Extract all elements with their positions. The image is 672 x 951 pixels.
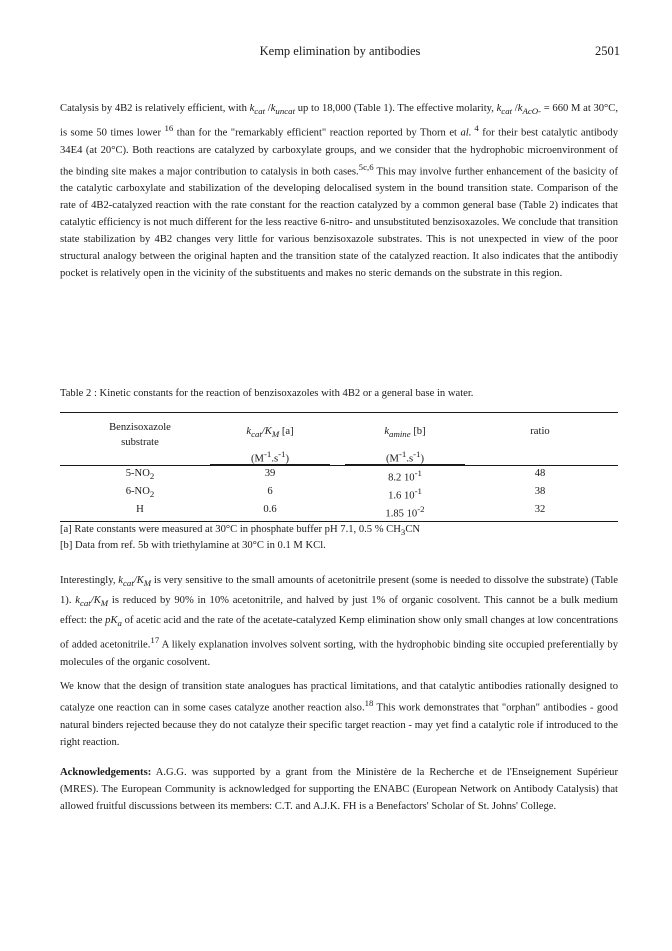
table-top-rule bbox=[60, 412, 618, 413]
subscript: amine bbox=[389, 429, 411, 440]
page-number: 2501 bbox=[595, 44, 620, 58]
cell-substrate bbox=[80, 486, 200, 499]
symbol-k: k bbox=[75, 595, 80, 607]
text: than for the "remarkably efficient" reaction reported by Thorn et bbox=[173, 127, 461, 139]
text: CN bbox=[405, 524, 421, 535]
text: Catalysis by 4B2 is relatively efficient, with bbox=[60, 103, 250, 114]
exponent: -1 bbox=[263, 449, 272, 459]
running-title: Kemp elimination by antibodies bbox=[259, 44, 421, 58]
citation-ref: 17 bbox=[150, 635, 160, 646]
text: H bbox=[136, 504, 144, 515]
subscript: cat bbox=[254, 106, 266, 117]
exponent: -1 bbox=[414, 486, 422, 496]
symbol-k: k bbox=[270, 103, 276, 114]
subscript: 3 bbox=[400, 527, 406, 538]
text: of acetic acid and the rate of the acetate-catalyzed Kemp elimination show only small changes at low concentrations of added acetonitrile. bbox=[60, 615, 618, 651]
subscript: cat bbox=[79, 598, 91, 609]
text: is very sensitive to the small amounts of acetonitrile present (some is needed to dissolve the substrate) (Table 1). bbox=[60, 575, 618, 607]
cell-substrate bbox=[80, 468, 200, 481]
text: ) bbox=[420, 453, 424, 465]
subscript: M bbox=[143, 578, 152, 589]
text: (M bbox=[386, 453, 399, 465]
cell-kcat-km: 6 bbox=[267, 486, 273, 497]
text: is reduced by 90% in 10% acetonitrile, and halved by just 1% of organic cosolvent. This cannot be a bulk medium effect: the bbox=[60, 595, 619, 627]
text: A.G.G. was supported by a grant from the Ministère de la Recherche et de l'Enseignement Supérieur (MRES). The European Community is acknowledged for supporting the ENABC (European Network on Antibody Catalysis) that allowed fruitful discussions between its members: C.T. and A.J.K. FH is a Benefactors' Scholar of St. Johns' College. bbox=[60, 767, 618, 812]
symbol-k: k bbox=[496, 103, 502, 114]
note-marker: [a] bbox=[279, 426, 294, 437]
text: ) bbox=[285, 453, 289, 465]
text: .s bbox=[271, 453, 279, 465]
subscript: cat bbox=[122, 578, 134, 589]
subscript: M bbox=[100, 598, 109, 609]
table-caption: Table 2 : Kinetic constants for the reaction of benzisoxazoles with 4B2 or a general base in water. bbox=[60, 388, 474, 399]
cell-ratio: 38 bbox=[534, 486, 546, 497]
text: / bbox=[265, 103, 271, 114]
symbol-k: /K bbox=[133, 575, 144, 586]
table-note-a bbox=[60, 524, 618, 537]
symbol-k: k bbox=[249, 103, 255, 114]
text: for their best catalytic antibody 34E4 (at 20°C). Both reactions are catalyzed by carboxylate groups, and we consider that the hydrophobic microenvironment of the binding site makes a major contribution to catalysis in both cases. bbox=[60, 127, 618, 178]
text: A likely explanation involves solvent sorting, with the hydrophobic binding site occupied preferentially by molecules of the organic cosolvent. bbox=[60, 639, 618, 668]
paragraph-acetonitrile bbox=[60, 572, 618, 671]
text: This work demonstrates that "orphan" antibodies - good natural binders rejected because they do not catalyze their specific target reaction - may yet find a catalytic role if introduced to the right reaction. bbox=[60, 702, 619, 748]
table-bottom-rule bbox=[60, 521, 618, 522]
text: 1.6 10 bbox=[388, 490, 415, 502]
subscript: AcO- bbox=[522, 106, 542, 117]
exponent: -1 bbox=[398, 449, 407, 459]
cell-kamine bbox=[345, 468, 465, 484]
subscript: cat bbox=[501, 106, 513, 117]
symbol-pk: pK bbox=[105, 615, 118, 627]
symbol-k: k bbox=[246, 426, 252, 437]
text-italic: al. bbox=[460, 127, 472, 139]
subscript: a bbox=[117, 618, 122, 629]
exponent: -1 bbox=[413, 449, 421, 459]
text: (M bbox=[251, 453, 264, 465]
cell-kamine bbox=[345, 504, 465, 520]
symbol-k: k bbox=[118, 575, 123, 586]
paragraph-acknowledgements bbox=[60, 764, 618, 815]
exponent: -1 bbox=[278, 449, 286, 459]
symbol-k: /K bbox=[261, 426, 272, 437]
header-substrate bbox=[80, 420, 200, 450]
cell-kamine bbox=[345, 486, 465, 502]
cell-substrate bbox=[80, 504, 200, 517]
subscript: cat bbox=[251, 429, 262, 440]
text: We know that the design of transition state analogues has practical limitations, and that catalytic antibodies rationally designed to catalyze one reaction can in some cases catalyze another reaction also. bbox=[60, 681, 618, 714]
cell-kcat-km: 39 bbox=[264, 468, 276, 479]
text: This may involve further enhancement of the basicity of the catalytic carboxylate and stabilization of the developing delocalised system in the bound transition state. Comparison of the rate of 4B2-catalyzed reaction with the rate constant for the reaction catalyzed by a common general base (Table 2) indicates that catalytic efficiency is not much different for the less reactive 6-nitro- and unsubstituted benzisoxazoles. We conclude that transition state stabilization by 4B2 changes very little for various benzisoxazole substrates. This is not unexpected in view of the poor structural analogy between the original hapten and the transition state of the catalyzed reaction. It also indicates that the antibodiy pocket is relatively open in the vicinity of the substituents and makes no steric demands on the substrate in this region. bbox=[60, 166, 618, 280]
text: Benzisoxazole bbox=[109, 422, 171, 433]
header-ratio: ratio bbox=[530, 426, 550, 437]
text: 8.2 10 bbox=[388, 472, 415, 484]
header-kcat-km-unit bbox=[210, 449, 330, 465]
symbol-k: k bbox=[384, 426, 390, 437]
cell-kcat-km: 0.6 bbox=[263, 504, 277, 515]
header-kamine bbox=[345, 426, 465, 439]
subscript: 2 bbox=[149, 471, 155, 482]
cell-ratio: 32 bbox=[534, 504, 546, 515]
symbol-k: /K bbox=[90, 595, 101, 607]
text: substrate bbox=[121, 437, 159, 448]
cell-ratio: 48 bbox=[534, 468, 546, 479]
header-kcat-km bbox=[210, 426, 330, 439]
paragraph-catalysis bbox=[60, 100, 618, 282]
text: 1.85 10 bbox=[385, 508, 418, 520]
text: 5-NO bbox=[125, 468, 150, 479]
text: = 660 M at 30°C, is some 50 times lower bbox=[60, 103, 619, 139]
text: 6-NO bbox=[125, 486, 150, 497]
subscript: uncat bbox=[275, 106, 296, 117]
text: Interestingly, bbox=[60, 575, 119, 586]
text: / bbox=[512, 103, 518, 114]
table-header-rule bbox=[60, 465, 618, 466]
header-kamine-unit bbox=[345, 449, 465, 465]
citation-ref: 4 bbox=[471, 123, 479, 134]
citation-ref: 5c,6 bbox=[358, 161, 374, 172]
text: .s bbox=[406, 453, 414, 465]
acknowledgements-heading: Acknowledgements: bbox=[60, 767, 152, 778]
subscript: M bbox=[271, 429, 280, 440]
table-note-b: [b] Data from ref. 5b with triethylamine at 30°C in 0.1 M KCl. bbox=[60, 540, 326, 551]
exponent: -1 bbox=[414, 468, 422, 478]
text: [a] Rate constants were measured at 30°C in phosphate buffer pH 7.1, 0.5 % CH bbox=[60, 524, 401, 535]
text: up to 18,000 (Table 1). The effective molarity, bbox=[295, 103, 497, 114]
paragraph-orphan-antibodies bbox=[60, 678, 618, 751]
note-marker: [b] bbox=[410, 426, 426, 437]
exponent: -2 bbox=[417, 504, 425, 514]
citation-ref: 18 bbox=[364, 698, 374, 708]
subscript: 2 bbox=[149, 489, 155, 500]
citation-ref: 16 bbox=[164, 123, 174, 134]
symbol-k: k bbox=[517, 103, 523, 114]
